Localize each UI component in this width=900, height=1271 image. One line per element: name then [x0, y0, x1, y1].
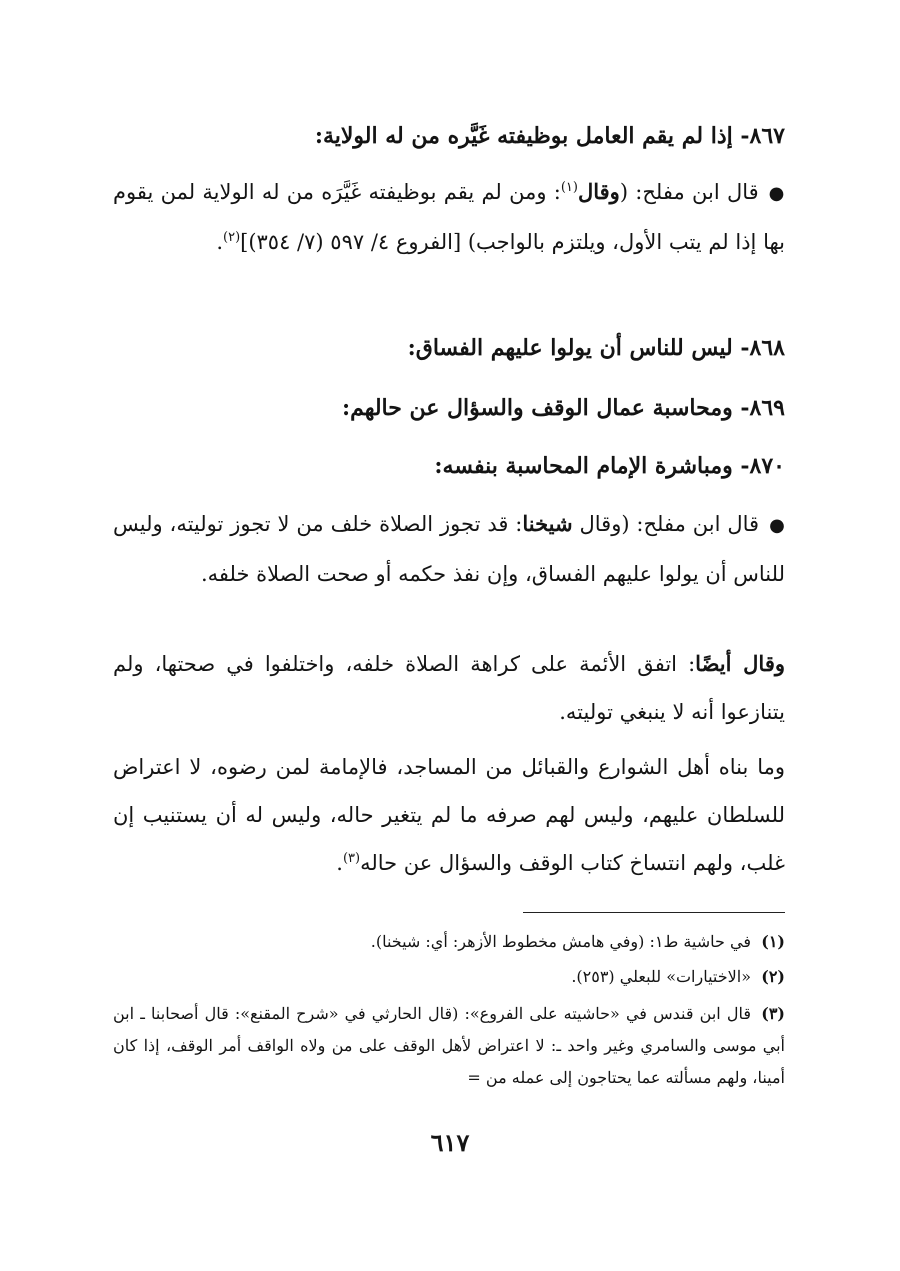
heading-870: ٨٧٠- ومباشرة الإمام المحاسبة بنفسه: — [434, 453, 785, 479]
p1-intro: قال ابن مفلح: ( — [619, 180, 759, 204]
paragraph-also-said — [113, 640, 785, 736]
p1-bold: وقال — [577, 179, 620, 204]
p4-end: . — [336, 851, 343, 875]
footnote-text: قال ابن قندس في «حاشيته على الفروع»: (قال الحارثي في «شرح المقنع»: قال أصحابنا ـ ابن أبي موسى والسامري وغير واحد ـ: لا اعتراض لأهل الوقف على من ولاه الواقف أمر الوقف، إذا كان أمينا، ولهم مسألته عما يحتاجون إلى عمله من = — [113, 1004, 785, 1087]
p1-rest: : ومن لم يقم بوظيفته غَيَّرَه من له الولاية لمن يقوم بها إذا لم يتب الأول، ويلتزم بالواجب) [الفروع ٤/ ٥٩٧ (٧/ ٣٥٤)] — [113, 180, 785, 254]
heading-867: ٨٦٧- إذا لم يقم العامل بوظيفته غَيَّره من له الولاية: — [314, 123, 785, 149]
bullet-icon: ● — [769, 515, 785, 536]
p2-rest: : قد تجوز الصلاة خلف من لا تجوز توليته، وليس للناس أن يولوا عليهم الفساق، وإن نفذ حكمه أو صحت الصلاة خلفه. — [113, 512, 785, 586]
footnote-ref-1[interactable]: (١) — [560, 180, 578, 195]
paragraph-ibn-muflih-1 — [113, 168, 785, 266]
p2-bold: شيخنا — [522, 511, 573, 536]
footnote-divider — [523, 912, 785, 913]
footnote-text: في حاشية ط١: (وفي هامش مخطوط الأزهر: أي: شيخنا). — [370, 932, 751, 951]
p3-bold: وقال أيضًا — [695, 651, 786, 676]
paragraph-ibn-muflih-2 — [113, 500, 785, 598]
footnote-2 — [113, 961, 785, 992]
heading-868: ٨٦٨- ليس للناس أن يولوا عليهم الفساق: — [407, 335, 785, 361]
heading-869: ٨٦٩- ومحاسبة عمال الوقف والسؤال عن حالهم: — [341, 395, 785, 421]
footnote-ref-3[interactable]: (٣) — [342, 851, 361, 866]
page-number: ٦١٧ — [430, 1128, 470, 1157]
footnote-number: (١) — [761, 932, 785, 951]
p3-rest: : اتفق الأئمة على كراهة الصلاة خلفه، واختلفوا في صحتها، ولم يتنازعوا أنه لا ينبغي توليته. — [113, 652, 785, 724]
paragraph-mosques — [113, 743, 785, 887]
footnote-3 — [113, 998, 785, 1094]
bullet-icon: ● — [768, 183, 785, 204]
footnote-text: «الاختيارات» للبعلي (٢٥٣). — [571, 967, 751, 986]
footnote-1 — [113, 926, 785, 957]
footnote-ref-2[interactable]: (٢) — [223, 230, 241, 245]
p1-end: . — [216, 230, 223, 254]
footnote-number: (٣) — [761, 1004, 785, 1023]
p2-intro: قال ابن مفلح: (وقال — [572, 512, 760, 536]
p4-text: وما بناه أهل الشوارع والقبائل من المساجد، فالإمامة لمن رضوه، لا اعتراض للسلطان عليهم، وليس لهم صرفه ما لم يتغير حاله، وليس له أن يستنيب إن غلب، ولهم انتساخ كتاب الوقف والسؤال عن حاله — [113, 755, 785, 875]
footnote-number: (٢) — [761, 967, 785, 986]
